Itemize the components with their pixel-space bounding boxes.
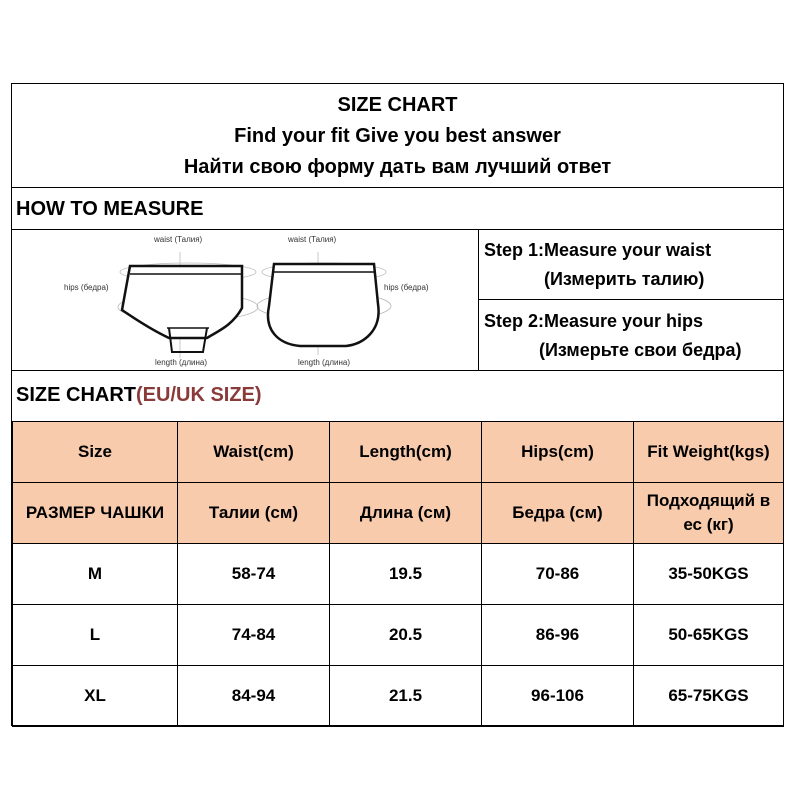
how-to-measure-heading: HOW TO MEASURE [16,198,204,220]
size-chart-heading-accent: (EU/UK SIZE) [136,384,262,406]
step-2-text: Step 2:Measure your hips [484,311,704,331]
header-cell: РАЗМЕР ЧАШКИ [13,483,178,544]
header-cell: Талии (см) [178,483,330,544]
hips-cell: 96-106 [482,666,634,727]
boyshort-illustration [257,235,429,367]
weight-cell: 35-50KGS [634,544,784,605]
brief-waist-label: waist (Талия) [154,235,203,244]
header-cell: Hips(cm) [482,422,634,483]
hips-cell: 70-86 [482,544,634,605]
divider [478,299,783,300]
page-title: SIZE CHART [337,93,458,116]
table-row [13,544,784,605]
length-cell: 20.5 [330,605,482,666]
brief-length-label: length (длина) [155,358,208,367]
header-cell: Waist(cm) [178,422,330,483]
divider [12,187,783,188]
waist-cell: 58-74 [178,544,330,605]
step-1 [484,236,783,294]
boyshort-hips-label: hips (бедра) [384,283,429,292]
weight-cell: 50-65KGS [634,605,784,666]
step-1-text: Step 1:Measure your waist [484,240,712,260]
title-block [12,84,783,188]
header-cell: Size [13,422,178,483]
length-cell: 21.5 [330,666,482,727]
weight-cell: 65-75KGS [634,666,784,727]
size-cell: M [13,544,178,605]
table-header-row-russian [13,483,784,544]
brief-hips-label: hips (бедра) [64,283,109,292]
size-table [12,421,784,727]
size-chart-heading-prefix: SIZE CHART [16,384,136,406]
subtitle-english: Find your fit Give you best answer [234,124,561,147]
boyshort-length-label: length (длина) [298,358,351,367]
waist-cell: 84-94 [178,666,330,727]
measurement-diagram [12,230,478,370]
size-chart-heading [16,384,262,407]
step-1-translation: (Измерить талию) [544,269,705,289]
size-chart-sheet [11,83,784,726]
divider [12,370,783,371]
length-cell: 19.5 [330,544,482,605]
table-header-row [13,422,784,483]
table-row [13,605,784,666]
step-2-translation: (Измерьте свои бедра) [539,340,742,360]
subtitle-russian: Найти свою форму дать вам лучший ответ [183,155,612,178]
boyshort-waist-label: waist (Талия) [288,235,337,244]
header-cell: Бедра (см) [482,483,634,544]
brief-illustration [64,235,258,367]
header-cell: Подходящий в ес (кг) [634,483,784,544]
step-2 [484,307,783,365]
header-cell: Длина (см) [330,483,482,544]
header-cell: Length(cm) [330,422,482,483]
hips-cell: 86-96 [482,605,634,666]
table-row [13,666,784,727]
header-cell: Fit Weight(kgs) [634,422,784,483]
size-cell: XL [13,666,178,727]
size-cell: L [13,605,178,666]
waist-cell: 74-84 [178,605,330,666]
